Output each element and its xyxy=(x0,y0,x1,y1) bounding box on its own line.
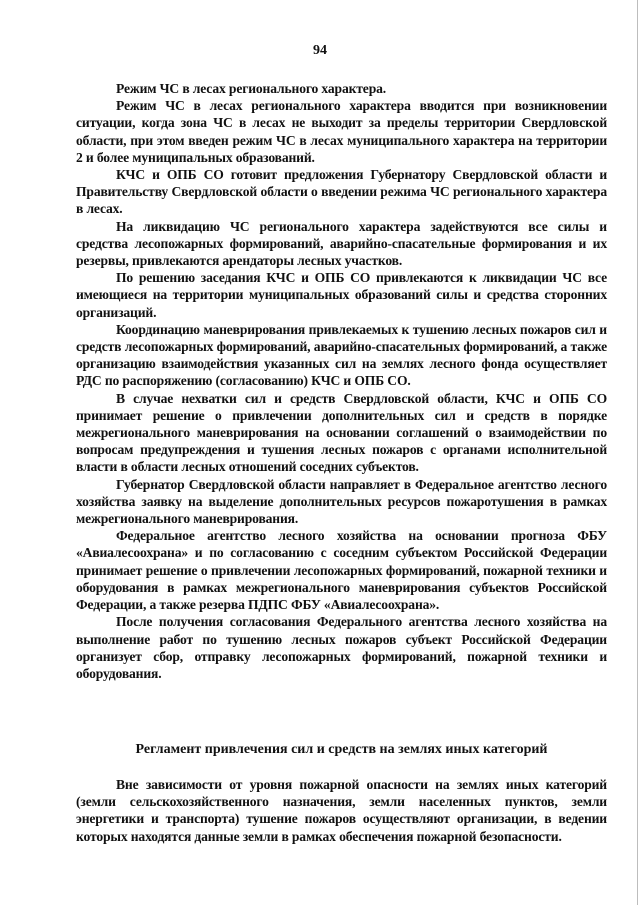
section-body xyxy=(76,776,607,845)
paragraph-additional-forces: В случае нехватки сил и средств Свердловской области, КЧС и ОПБ СО принимает решение о привлечении дополнительных сил и средств в порядке межрегионального маневрирования на основании соглашений о взаимодействии по вопросам предупреждения и тушения лесных пожаров с органами исполнительной власти в области лесных отношений соседних субъектов. xyxy=(76,390,607,475)
page-number: 94 xyxy=(313,43,327,58)
section-heading: Регламент привлечения сил и средств на землях иных категорий xyxy=(135,742,548,757)
paragraph-governor-request: Губернатор Свердловской области направляет в Федеральное агентство лесного хозяйства заявку на выделение дополнительных ресурсов пожаротушения в рамках межрегионального маневрирования. xyxy=(76,476,607,527)
paragraph-regional-regime-title: Режим ЧС в лесах регионального характера. xyxy=(116,81,386,96)
document-body xyxy=(76,80,607,682)
paragraph-forces-involved: На ликвидацию ЧС регионального характера задействуются все силы и средства лесопожарных формирований, аварийно-спасательные формирования и их резервы, привлекаются арендаторы лесных участков. xyxy=(76,218,607,269)
paragraph-federal-agency-decision: Федеральное агентство лесного хозяйства на основании прогноза ФБУ «Авиалесоохрана» и по согласованию с соседним субъектом Российской Федерации принимает решение о привлечении лесопожарных формирований, пожарной техники и оборудования в рамках межрегионального маневрирования субъектов Российской Федерации, а также резерва ПДПС ФБУ «Авиалесоохрана». xyxy=(76,528,607,613)
scan-edge-line xyxy=(637,0,638,905)
paragraph-maneuver-coordination: Координацию маневрирования привлекаемых к тушению лесных пожаров сил и средств лесопожарных формирований, аварийно-спасательных формирований, а также организацию взаимодействия указанных сил на землях лесного фонда осуществляет РДС по распоряжению (согласованию) КЧС и ОПБ СО. xyxy=(76,321,607,389)
paragraph-other-lands: Вне зависимости от уровня пожарной опасности на землях иных категорий (земли сельскохозяйственного назначения, земли населенных пунктов, земли энергетики и транспорта) тушение пожаров осуществляют организации, в ведении которых находятся данные земли в рамках обеспечения пожарной безопасности. xyxy=(76,777,607,844)
paragraph-regional-regime-introduction: Режим ЧС в лесах регионального характера вводится при возникновении ситуации, когда зона ЧС в лесах не выходит за пределы территории Свердловской области, при этом введен режим ЧС в лесах муниципального характера на территории 2 и более муниципальных образований. xyxy=(76,98,607,165)
paragraph-subject-organizes: После получения согласования Федерального агентства лесного хозяйства на выполнение работ по тушению лесных пожаров субъект Российской Федерации организует сбор, отправку лесопожарных формирований, пожарной техники и оборудования. xyxy=(76,614,607,681)
paragraph-kchs-proposals: КЧС и ОПБ СО готовит предложения Губернатору Свердловской области и Правительству Свердловской области о введении режима ЧС регионального характера в лесах. xyxy=(76,167,607,217)
paragraph-third-party-forces: По решению заседания КЧС и ОПБ СО привлекаются к ликвидации ЧС все имеющиеся на территории муниципальных образований силы и средства сторонних организаций. xyxy=(76,270,607,320)
